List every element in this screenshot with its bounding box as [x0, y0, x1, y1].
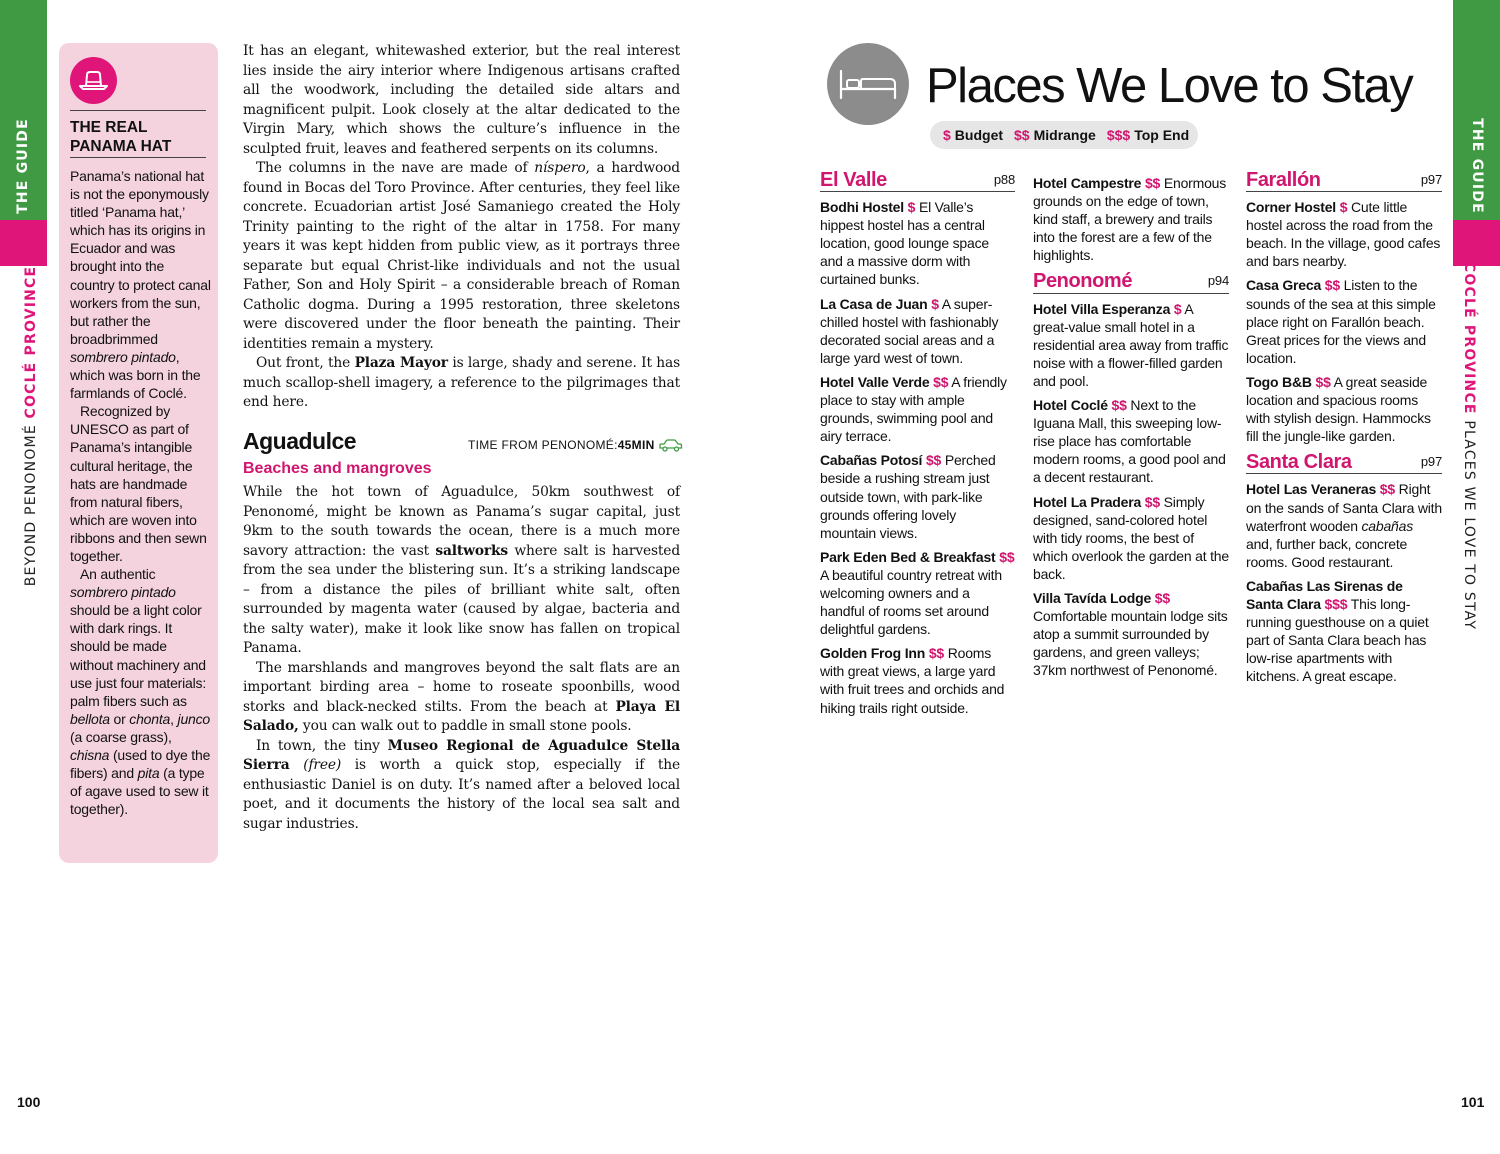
bold-text: Museo Regional de Aguadulce Stella Sierra — [243, 737, 680, 773]
text-run: Perched beside a rushing stream just outside town, with park-like grounds offering lovely mountain views. — [820, 452, 996, 541]
left-chapter-label — [23, 266, 39, 587]
listing-price: $$ — [1144, 175, 1161, 191]
sidebar-box — [59, 43, 218, 863]
text-run: where salt is harvested from the sea under the blistering sun. It’s a striking landscape – from a distance the piles of brilliant white salt, often surrounded by magenta water (caused by algae, bacteria and the salty water), make it look like snow has fallen on tropical Panama. — [243, 542, 680, 656]
legend-symbol: $$$ — [1106, 127, 1131, 143]
sidebar-rule-top — [70, 110, 206, 111]
listing-name: Hotel La Pradera — [1033, 493, 1142, 510]
legend-item — [943, 127, 1003, 143]
listing-price: $$ — [1315, 373, 1331, 390]
text-run: , which was born in the farmlands of Coclé. — [70, 348, 201, 402]
listing-price: $$ — [933, 373, 949, 390]
text-run: In town, the tiny — [256, 737, 388, 754]
travel-time-value: 45MIN — [617, 438, 655, 452]
text-run: Listen to the sounds of the sea at this simple place right on Farallón beach. Great prices for the views and location. — [1246, 277, 1436, 366]
body-paragraph — [243, 159, 680, 354]
bed-icon — [827, 43, 909, 125]
listing-entry — [820, 644, 1015, 716]
body-paragraph — [243, 659, 680, 737]
text-run: Cute little hostel across the road from the beach. In the village, good cafes and bars nearby. — [1246, 199, 1441, 270]
italic-text: junco — [177, 710, 211, 727]
right-chapter-suffix: PLACES WE LOVE TO STAY — [1461, 414, 1477, 631]
italic-text: níspero — [534, 160, 586, 176]
text-run: (used to dye the fibers) and — [70, 747, 211, 782]
listing-price: $$ — [1379, 481, 1395, 498]
listing-price: $$ — [928, 645, 944, 662]
listing-price: $ — [1339, 199, 1348, 216]
text-run: While the hot town of Aguadulce, 50km southwest of Penonomé, might be known as Panama’s sugar capital, just 9km to the south towards the ocean, there is a much more savory attraction: the vast — [243, 484, 680, 559]
text-run: Out front, the — [256, 355, 355, 371]
area-page-ref: p97 — [1420, 172, 1442, 187]
text-run: A friendly place to stay with ample grounds, swimming pool and airy terrace. — [820, 373, 1007, 445]
text-run: Recognized by UNESCO as part of Panama’s intangible cultural heritage, the hats are handmade from natural fibers, which are woven into ribbons and then sewn together. — [70, 403, 207, 564]
listing-price: $ — [907, 199, 916, 216]
text-run: Comfortable mountain lodge sits atop a summit surrounded by gardens, and green valleys; 37km northwest of Penonomé. — [1033, 608, 1228, 679]
area-page-ref: p94 — [1207, 273, 1229, 289]
text-run: This long-running guesthouse on a quiet part of Santa Clara beach has low-rise apartments with kitchens. A great escape. — [1246, 595, 1429, 685]
text-run: is large, shady and serene. It has much scallop-shell imagery, a reference to the pilgrimages that end here. — [243, 355, 681, 410]
listing-price: $$ — [1324, 277, 1340, 294]
area-heading — [820, 171, 1015, 192]
text-run: El Valle’s hippest hostel has a central location, good lounge space and a massive dorm with curtained bunks. — [820, 199, 989, 288]
listing-name: Park Eden Bed & Breakfast — [820, 548, 996, 565]
listing-entry — [1246, 276, 1442, 366]
listing-entry — [1033, 174, 1229, 264]
listing-price: $ — [931, 295, 939, 312]
car-icon — [658, 439, 683, 452]
listing-name: Cabañas Potosí — [820, 452, 923, 469]
section-title: Aguadulce — [243, 428, 357, 454]
sidebar-rule-bottom — [70, 157, 206, 158]
body-paragraph — [243, 354, 680, 413]
body-paragraph — [243, 42, 680, 159]
bold-text: Playa El Salado, — [243, 698, 681, 734]
left-chapter-prefix: BEYOND PENONOMÉ — [23, 418, 39, 587]
text-run: you can walk out to paddle in small stone pools. — [298, 718, 632, 734]
listing-name: Hotel Las Veraneras — [1246, 481, 1377, 498]
text-run: Right on the sands of Santa Clara with waterfront wooden — [1246, 481, 1442, 534]
area-name: Penonomé — [1033, 270, 1133, 293]
sidebar-paragraph — [70, 402, 212, 565]
listing-entry — [1033, 493, 1229, 583]
legend-label: Budget — [954, 127, 1004, 143]
listing-name: Togo B&B — [1246, 373, 1312, 390]
left-chapter-tab-marker — [0, 220, 47, 266]
listing-price: $$ — [999, 548, 1015, 565]
area-heading — [1033, 272, 1229, 293]
listing-entry — [820, 548, 1015, 638]
listing-entry — [1246, 577, 1442, 686]
listing-entry — [820, 451, 1015, 541]
text-run: should be a light color with dark rings. It should be made without machinery and use just four materials: palm fibers such as — [70, 602, 207, 709]
area-page-ref: p97 — [1420, 454, 1442, 470]
italic-text: sombrero pintado — [70, 584, 176, 601]
listing-name: Golden Frog Inn — [820, 645, 926, 662]
right-chapter-label — [1461, 262, 1477, 630]
text-run: or — [109, 710, 130, 727]
right-guide-tab-label: THE GUIDE — [1469, 118, 1485, 214]
text-run: Simply designed, sand-colored hotel with tidy rooms, the best of which overlook the garden at the back. — [1033, 493, 1229, 582]
listing-entry — [1033, 300, 1229, 390]
travel-time — [468, 438, 683, 452]
legend-item — [1107, 127, 1189, 143]
text-run: , a hardwood found in Bocas del Toro Province. After centuries, they feel like concrete. Ecuadorian artist José Samaniego created the Holy Trinity painting to the right of the altar in 1758. For many years it was kept hidden from public view, as it portrays three separate but equal Christ-like individuals and not the usual Father, Son and Holy Spirit – a considerable breach of Roman Catholic dogma. During a 1995 restoration, three skeletons were discovered under the floor beneath the painting. Their identities remain a mystery. — [243, 160, 680, 352]
legend-symbol: $$ — [1014, 127, 1030, 143]
italic-text: cabañas — [1361, 517, 1413, 534]
sidebar-body — [70, 167, 212, 818]
area-name: Santa Clara — [1246, 451, 1352, 474]
listing-description — [820, 567, 1002, 637]
sidebar-paragraph — [70, 167, 212, 402]
text-run: (a coarse grass), — [70, 728, 172, 745]
legend-item — [1014, 127, 1096, 143]
left-chapter-highlight: COCLÉ PROVINCE — [23, 265, 39, 419]
listing-name: Casa Greca — [1246, 277, 1322, 294]
italic-text: sombrero pintado — [70, 348, 176, 365]
page-title: Places We Love to Stay — [926, 59, 1413, 113]
listing-column-1 — [820, 171, 1015, 723]
italic-text: (free) — [303, 757, 342, 773]
italic-text: chonta — [129, 710, 171, 727]
text-run: Panama’s national hat is not the eponymously titled ‘Panama hat,’ which has its origins in Ecuador and was brought into the country to protect canal workers from the sun, but rather the broadbrimmed — [70, 168, 211, 347]
text-run: Next to the Iguana Mall, this sweeping low-rise place has comfortable modern rooms, a good pool and a decent restaurant. — [1033, 397, 1226, 486]
listing-name: Hotel Valle Verde — [820, 373, 930, 390]
listing-name: La Casa de Juan — [820, 295, 928, 312]
sidebar-title: THE REAL PANAMA HAT — [70, 119, 172, 155]
listing-name: Hotel Campestre — [1033, 175, 1142, 191]
body-paragraph — [243, 737, 680, 835]
italic-text: chisna — [70, 747, 110, 763]
italic-text: bellota — [70, 710, 110, 727]
italic-text: pita — [137, 765, 160, 782]
bold-text: Plaza Mayor — [354, 355, 448, 371]
listing-description — [1033, 608, 1228, 678]
listing-entry — [1033, 396, 1229, 486]
area-name: Farallón — [1246, 169, 1321, 191]
listing-entry — [820, 198, 1015, 288]
body-paragraph — [243, 483, 680, 659]
listing-name: Cabañas Las Sirenas de Santa Clara — [1246, 577, 1403, 612]
listing-name: Hotel Villa Esperanza — [1033, 300, 1171, 317]
listing-entry — [820, 295, 1015, 367]
text-run — [290, 757, 304, 773]
listing-column-3 — [1246, 171, 1442, 691]
listing-price: $$ — [1111, 397, 1127, 414]
bold-text: saltworks — [435, 542, 509, 559]
right-chapter-tab-marker — [1453, 220, 1500, 266]
area-name: El Valle — [820, 169, 887, 191]
area-heading — [1246, 171, 1442, 192]
listing-entry — [820, 373, 1015, 445]
page-number-left: 100 — [17, 1094, 41, 1110]
text-run: Rooms with great views, a large yard with fruit trees and orchids and hiking trails right outside. — [820, 645, 1005, 716]
legend-label: Midrange — [1033, 127, 1096, 143]
listing-price: $$$ — [1324, 595, 1348, 612]
listing-name: Villa Tavída Lodge — [1033, 589, 1152, 606]
text-run: An authentic — [80, 566, 156, 583]
text-run: The marshlands and mangroves beyond the salt flats are an important birding area – home to roseate spoonbills, wood storks and black-necked stilts. From the beach at — [243, 659, 680, 715]
listing-entry — [1246, 198, 1442, 270]
text-run: and, further back, concrete rooms. Good restaurant. — [1246, 535, 1408, 570]
listing-name: Corner Hostel — [1246, 199, 1336, 216]
panama-hat-icon — [70, 57, 117, 104]
listing-price: $$ — [925, 452, 942, 469]
listing-price: $$ — [1154, 589, 1170, 606]
text-run: , — [170, 710, 178, 727]
listing-name: Bodhi Hostel — [820, 199, 904, 216]
listing-column-2 — [1033, 174, 1229, 685]
section-subheading: Beaches and mangroves — [243, 460, 432, 477]
text-run: is worth a quick stop, especially if the enthusiastic Daniel is on duty. It’s named after a beloved local poet, and it documents the history of the local sea salt and sugar industries. — [243, 757, 680, 832]
legend-symbol: $ — [943, 127, 951, 143]
sidebar-paragraph — [70, 565, 212, 818]
listing-price: $ — [1173, 300, 1182, 317]
section-text — [243, 483, 680, 834]
text-run: It has an elegant, whitewashed exterior, but the real interest lies inside the airy interior where Indigenous artisans crafted all the woodwork, including the detailed side altars and magnificent pulpit. Look closely at the altar dedicated to the Virgin Mary, which shows the culture’s influence in the sculpted fruit, leaves and feathered serpents on its columns. — [243, 43, 680, 157]
intro-text — [243, 42, 680, 413]
text-run: The columns in the nave are made of — [256, 160, 535, 176]
legend-label: Top End — [1134, 127, 1190, 143]
listing-entry — [1033, 589, 1229, 679]
page-number-right: 101 — [1461, 1094, 1485, 1110]
area-heading — [1246, 453, 1442, 474]
listing-entry — [1246, 373, 1442, 445]
left-guide-tab-label: THE GUIDE — [15, 118, 31, 214]
right-chapter-highlight: COCLÉ PROVINCE — [1461, 261, 1477, 415]
price-legend — [930, 121, 1198, 149]
travel-time-label: TIME FROM PENONOMÉ: — [468, 438, 618, 452]
listing-name: Hotel Coclé — [1033, 397, 1108, 414]
listing-price: $$ — [1144, 493, 1160, 510]
text-run: Enormous grounds on the edge of town, kind staff, a brewery and trails into the forest are a few of the highlights. — [1033, 175, 1227, 264]
listing-entry — [1246, 480, 1442, 570]
area-page-ref: p88 — [993, 172, 1015, 187]
text-run: (a type of agave used to sew it together). — [70, 765, 209, 818]
text-run: A super-chilled hostel with fashionably decorated social areas and a large yard west of town. — [820, 295, 999, 366]
text-run: A beautiful country retreat with welcoming owners and a handful of rooms set around delightful gardens. — [820, 566, 1002, 638]
text-run: A great-value small hotel in a residential area away from traffic noise with a flower-filled garden and pool. — [1033, 300, 1229, 389]
text-run: A great seaside location and spacious rooms with stylish design. Hammocks fill the jungle-like garden. — [1246, 373, 1431, 445]
